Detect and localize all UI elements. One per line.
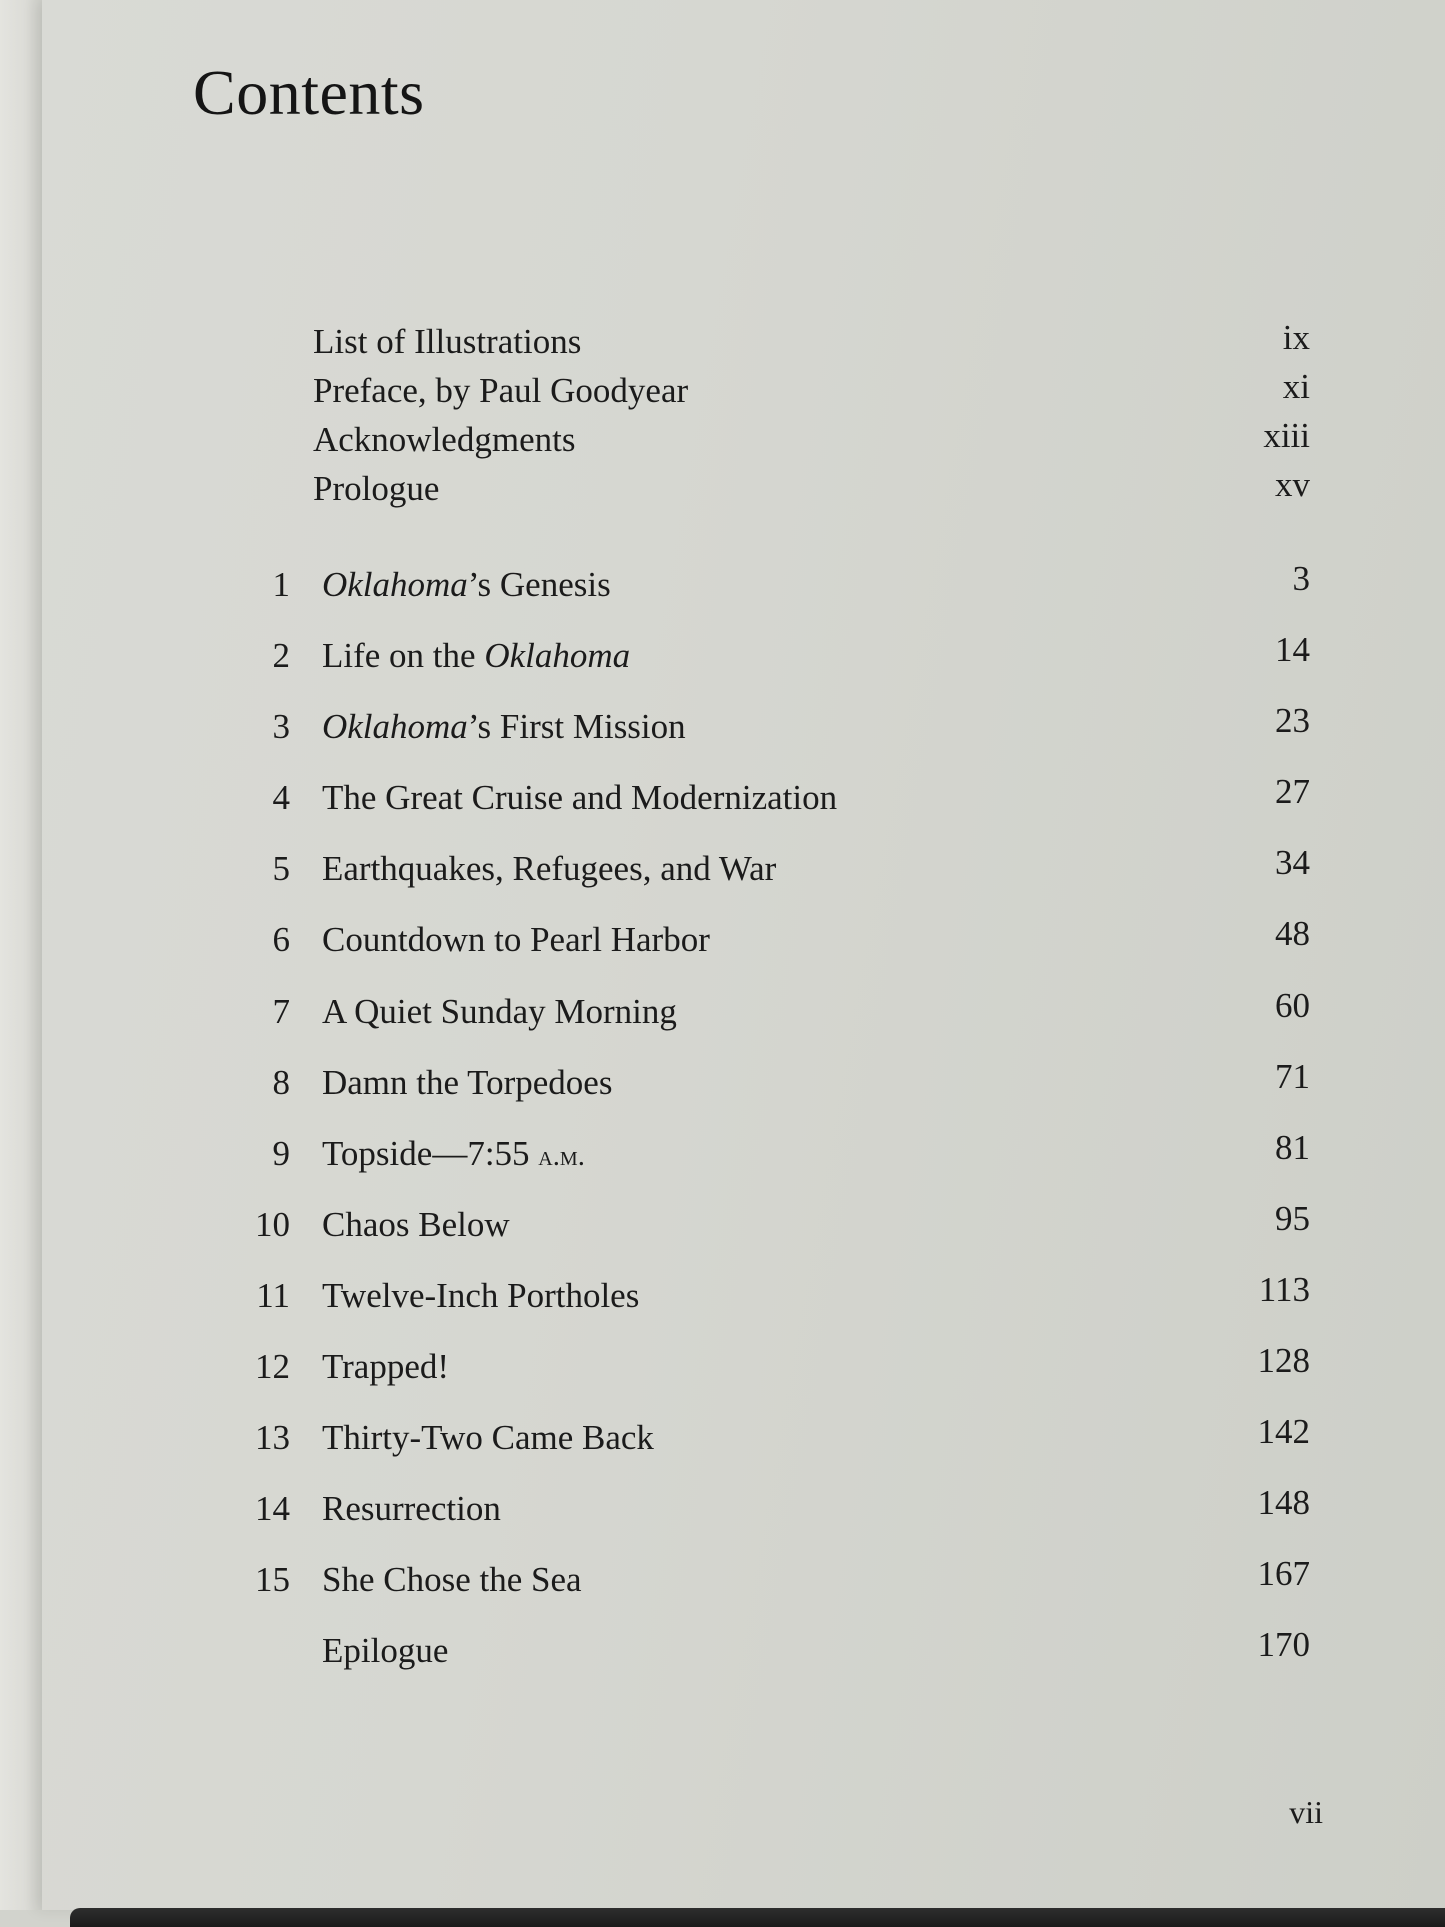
- epilogue-title: Epilogue: [322, 1631, 449, 1671]
- chapter-page: 27: [1275, 772, 1310, 812]
- chapter-title: [322, 565, 611, 605]
- chapter-number: 2: [272, 636, 290, 676]
- chapter-number: 5: [272, 849, 290, 889]
- chapter-row: [0, 1341, 1445, 1418]
- chapter-page: 48: [1275, 914, 1310, 954]
- chapter-row: [0, 985, 1445, 1063]
- ship-name: Oklahoma: [322, 707, 468, 747]
- chapter-list: [0, 559, 1445, 1703]
- epilogue-page: 170: [1257, 1625, 1310, 1665]
- chapter-page: 167: [1257, 1554, 1310, 1594]
- chapter-number: 3: [272, 707, 290, 747]
- chapter-page: 81: [1275, 1127, 1310, 1167]
- page-title: Contents: [193, 57, 425, 128]
- front-matter-item: [0, 465, 1445, 518]
- chapter-row: [0, 559, 1445, 636]
- chapter-number: 1: [272, 565, 290, 604]
- page-bottom-shadow: [70, 1908, 1445, 1927]
- epilogue-row: [0, 1625, 1445, 1702]
- chapter-number: 11: [256, 1275, 290, 1315]
- chapter-page: 23: [1275, 701, 1310, 741]
- chapter-number: 13: [255, 1418, 290, 1458]
- chapter-title: Chaos Below: [322, 1204, 510, 1244]
- chapter-number: 6: [272, 920, 290, 960]
- ship-name: Oklahoma: [322, 565, 468, 604]
- chapter-row: [0, 1198, 1445, 1276]
- chapter-page: 14: [1275, 630, 1310, 670]
- chapter-title: Damn the Torpedoes: [322, 1062, 613, 1102]
- time-suffix: a.m.: [538, 1139, 585, 1172]
- chapter-row: [0, 1483, 1445, 1560]
- chapter-page: 3: [1292, 559, 1310, 598]
- ship-name: Oklahoma: [484, 636, 631, 676]
- chapter-title: She Chose the Sea: [322, 1560, 582, 1600]
- chapter-title: A Quiet Sunday Morning: [322, 991, 677, 1031]
- chapter-number: 10: [255, 1204, 290, 1244]
- chapter-row: [0, 843, 1445, 920]
- chapter-number: 15: [255, 1560, 290, 1600]
- chapter-number: 7: [272, 991, 290, 1031]
- chapter-title: Thirty-Two Came Back: [322, 1418, 654, 1458]
- chapter-row: [0, 701, 1445, 778]
- chapter-row: [0, 1412, 1445, 1489]
- chapter-row: [0, 1554, 1445, 1631]
- chapter-page: 60: [1275, 985, 1310, 1025]
- front-matter-item: [0, 416, 1445, 469]
- chapter-title-rest: ’s Genesis: [467, 565, 611, 604]
- page-folio: vii: [1289, 1794, 1323, 1830]
- chapter-title: Twelve-Inch Portholes: [322, 1275, 640, 1315]
- chapter-title: [322, 707, 686, 747]
- entry-page: ix: [1282, 318, 1310, 357]
- chapter-title: Resurrection: [322, 1489, 501, 1529]
- chapter-row: [0, 1127, 1445, 1205]
- chapter-page: 95: [1275, 1198, 1310, 1238]
- chapter-title: [322, 636, 630, 676]
- front-matter-item: [0, 318, 1445, 371]
- entry-title: Preface, by Paul Goodyear: [313, 371, 689, 410]
- chapter-page: 113: [1258, 1269, 1310, 1309]
- chapter-number: 8: [272, 1062, 290, 1102]
- chapter-number: 9: [272, 1133, 290, 1173]
- chapter-page: 142: [1257, 1412, 1310, 1452]
- chapter-title: Trapped!: [322, 1347, 450, 1387]
- chapter-page: 128: [1257, 1341, 1310, 1381]
- chapter-title: [322, 1134, 585, 1174]
- chapter-row: [0, 914, 1445, 991]
- chapter-title: Earthquakes, Refugees, and War: [322, 849, 777, 889]
- chapter-number: 14: [255, 1489, 290, 1529]
- entry-title: List of Illustrations: [313, 322, 582, 361]
- chapter-row: [0, 1056, 1445, 1134]
- chapter-page: 148: [1257, 1483, 1310, 1523]
- entry-page: xiii: [1263, 416, 1310, 455]
- chapter-title: Countdown to Pearl Harbor: [322, 920, 710, 960]
- front-matter-item: [0, 367, 1445, 420]
- chapter-title-pre: Life on the: [322, 636, 485, 676]
- entry-title: Prologue: [313, 469, 440, 508]
- chapter-title: The Great Cruise and Modernization: [322, 778, 838, 818]
- chapter-title-rest: ’s First Mission: [467, 707, 686, 747]
- chapter-number: 12: [255, 1347, 290, 1387]
- entry-page: xi: [1282, 367, 1310, 406]
- chapter-page: 34: [1275, 843, 1310, 883]
- chapter-number: 4: [272, 778, 290, 818]
- entry-page: xv: [1275, 465, 1310, 504]
- front-matter-list: [0, 318, 1445, 518]
- entry-title: Acknowledgments: [313, 420, 576, 459]
- chapter-row: [0, 1269, 1445, 1347]
- chapter-page: 71: [1275, 1056, 1310, 1096]
- chapter-row: [0, 772, 1445, 849]
- chapter-title-text: Topside—7:55: [322, 1133, 539, 1173]
- chapter-row: [0, 630, 1445, 707]
